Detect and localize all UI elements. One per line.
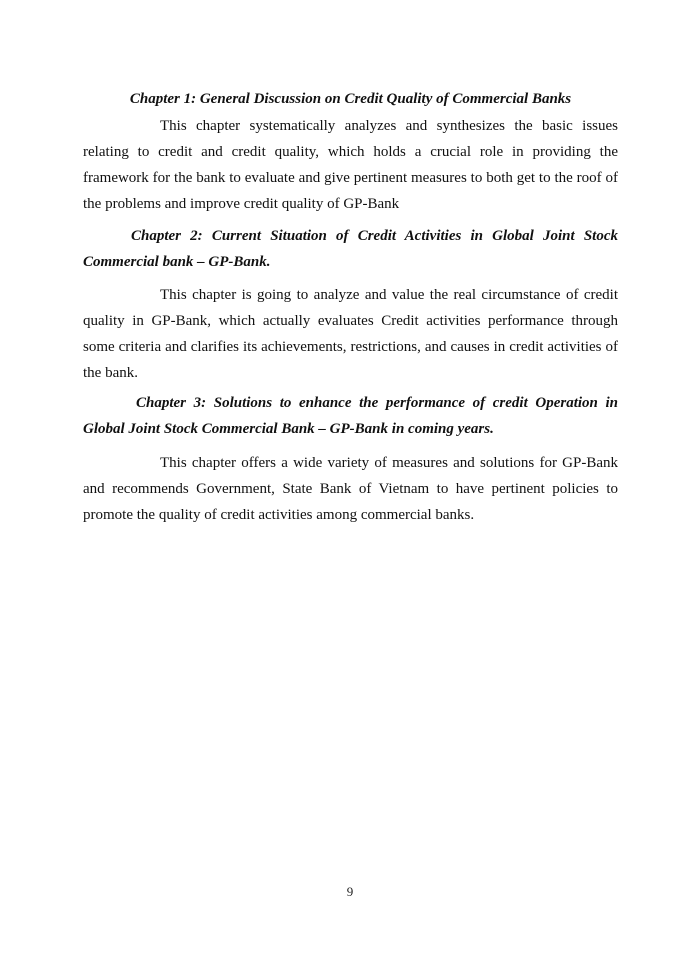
chapter-1-summary: This chapter systematically analyzes and synthesizes the basic issues relating to credit and credit quality, which holds a crucial role in providing the framework for the bank to evaluate and give pertinent measures to both get to the roof of the problems and improve credit quality of GP-Bank <box>83 118 618 212</box>
chapter-3-heading: Chapter 3: Solutions to enhance the performance of credit Operation in Global Joint Stock Commercial Bank – GP-Bank in coming years. <box>83 395 618 437</box>
chapter-3-summary: This chapter offers a wide variety of measures and solutions for GP-Bank and recommends Government, State Bank of Vietnam to have pertinent policies to promote the quality of credit activities among commercial banks. <box>83 455 618 523</box>
page-number: 9 <box>346 884 354 899</box>
chapter-1-heading: Chapter 1: General Discussion on Credit Quality of Commercial Banks <box>129 91 572 107</box>
page-content <box>83 86 618 532</box>
chapter-2-heading: Chapter 2: Current Situation of Credit Activities in Global Joint Stock Commercial bank – GP-Bank. <box>83 228 618 270</box>
chapter-2-summary: This chapter is going to analyze and value the real circumstance of credit quality in GP-Bank, which actually evaluates Credit activities performance through some criteria and clarifies its achievements, restrictions, and causes in credit activities of the bank. <box>83 287 618 381</box>
